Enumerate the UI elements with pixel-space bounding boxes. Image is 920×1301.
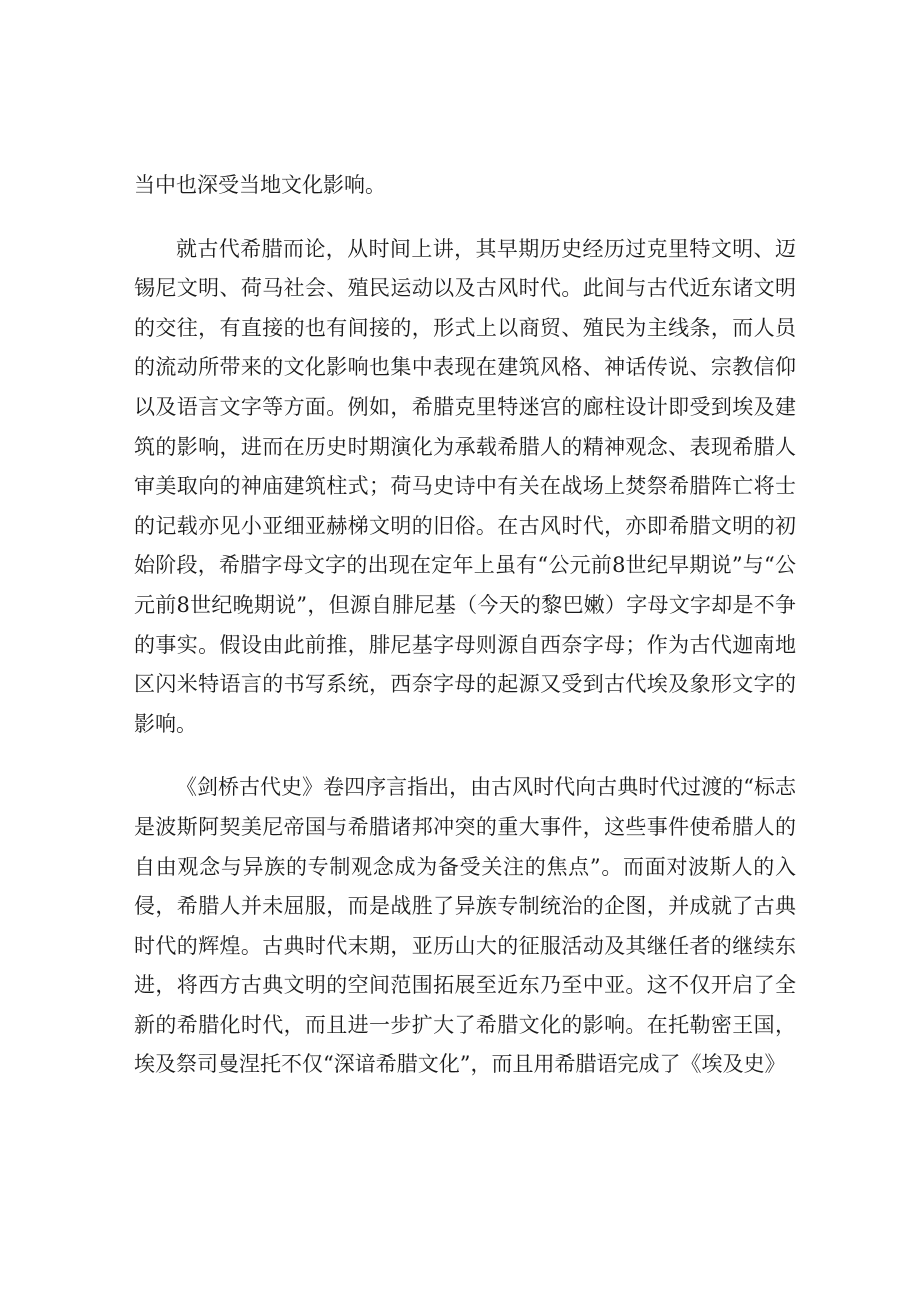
- paragraph-ancient-greece: 就古代希腊而论，从时间上讲，其早期历史经历过克里特文明、迈锡尼文明、荷马社会、殖民运动以及古风时代。此间与古代近东诸文明的交往，有直接的也有间接的，形式上以商贸、殖民为主线条，而人员的流动所带来的文化影响也集中表现在建筑风格、神话传说、宗教信仰以及语言文字等方面。例如，希腊克里特迷宫的廊柱设计即受到埃及建筑的影响，进而在历史时期演化为承载希腊人的精神观念、表现希腊人审美取向的神庙建筑柱式；荷马史诗中有关在战场上焚祭希腊阵亡将士的记载亦见小亚细亚赫梯文明的旧俗。在古风时代，亦即希腊文明的初始阶段，希腊字母文字的出现在定年上虽有“公元前8世纪早期说”与“公元前8世纪晚期说”，但源自腓尼基（今天的黎巴嫩）字母文字却是不争的事实。假设由此前推，腓尼基字母则源自西奈字母；作为古代迦南地区闪米特语言的书写系统，西奈字母的起源又受到古代埃及象形文字的影响。: [134, 236, 796, 736]
- body-text: [134, 166, 796, 1085]
- paragraph-cambridge-history: 《剑桥古代史》卷四序言指出，由古风时代向古典时代过渡的“标志是波斯阿契美尼帝国与希腊诸邦冲突的重大事件，这些事件使希腊人的自由观念与异族的专制观念成为备受关注的焦点”。而面对波斯人的入侵，希腊人并未屈服，而是战胜了异族专制统治的企图，并成就了古典时代的辉煌。古典时代末期，亚历山大的征服活动及其继任者的继续东进，将西方古典文明的空间范围拓展至近东乃至中亚。这不仅开启了全新的希腊化时代，而且进一步扩大了希腊文化的影响。在托勒密王国，埃及祭司曼涅托不仅“深谙希腊文化”，而且用希腊语完成了《埃及史》: [134, 775, 796, 1077]
- paragraph-continued: 当中也深受当地文化影响。: [134, 173, 386, 197]
